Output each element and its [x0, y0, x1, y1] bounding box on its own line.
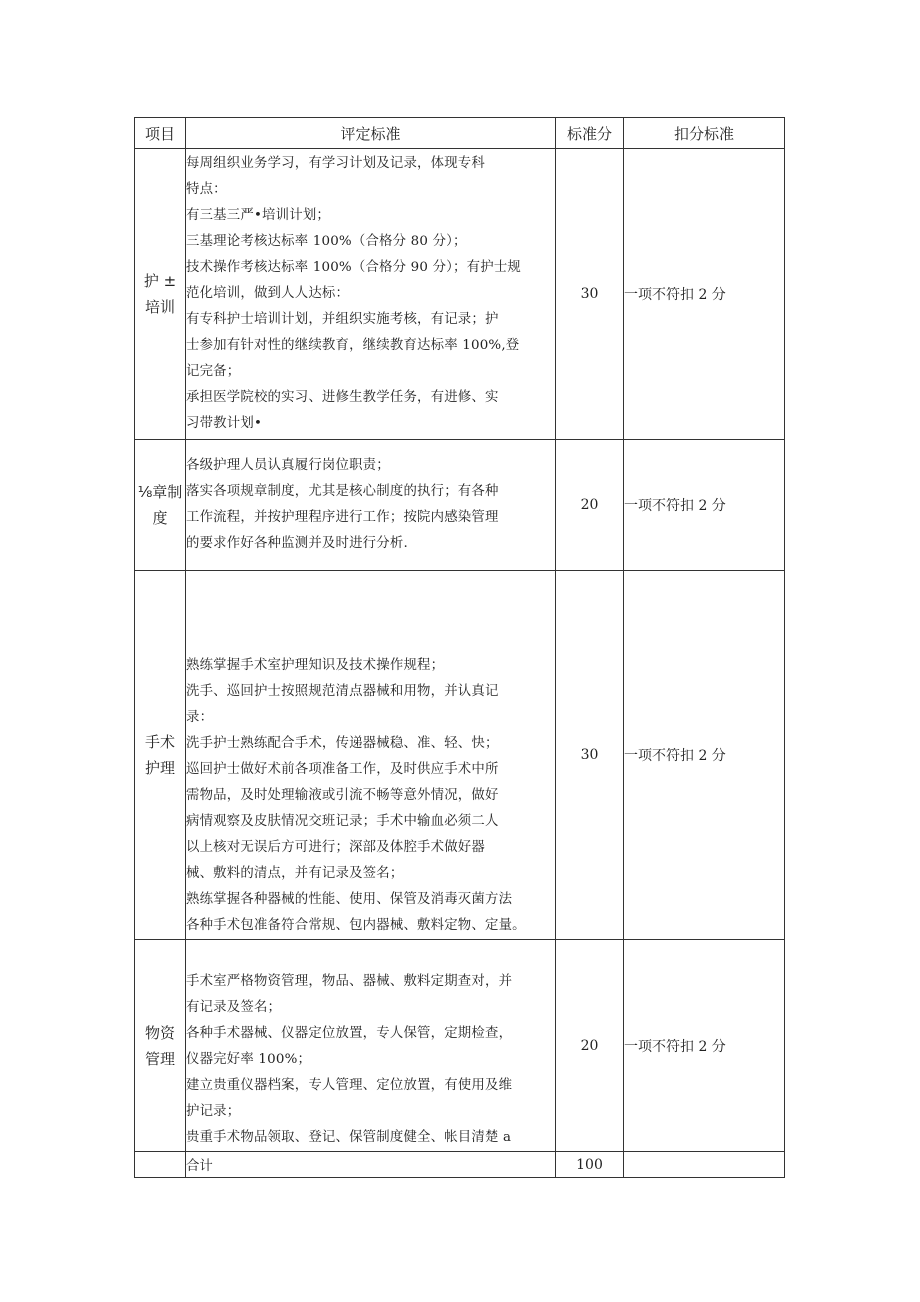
criteria-line: 熟练掌握各种器械的性能、使用、保管及消毒灭菌方法 — [186, 892, 513, 907]
criteria-line: 洗手、巡回护士按照规范清点器械和用物，并认真记 — [186, 684, 499, 699]
criteria-line: 每周组织业务学习，有学习计划及记录，体现专科 — [186, 156, 485, 171]
criteria-line: 各级护理人员认真履行岗位职责； — [186, 458, 390, 473]
deduction-cell: 一项不符扣 2 分 — [624, 940, 785, 1152]
criteria-line: 有专科护士培训计划，并组织实施考核，有记录；护 — [186, 312, 499, 327]
header-criteria: 评定标准 — [186, 118, 556, 149]
item-label-line: 物资 — [144, 1023, 175, 1042]
criteria-line: 以上核对无误后方可进行；深部及体腔手术做好器 — [186, 840, 485, 855]
criteria-line: 记完备； — [186, 364, 241, 379]
table-row — [135, 571, 785, 940]
total-label: 合计 — [186, 1152, 556, 1178]
criteria-line: 贵重手术物品领取、登记、保管制度健全、帐目清楚 a — [186, 1130, 512, 1145]
criteria-line: 手术室严格物资管理，物品、器械、敷料定期查对，并 — [186, 974, 513, 989]
criteria-line: 洗手护士熟练配合手术，传递器械稳、准、轻、快； — [186, 736, 499, 751]
total-score: 100 — [556, 1152, 624, 1178]
item-label-line: 护理 — [144, 759, 175, 777]
score-cell: 30 — [556, 149, 624, 440]
criteria-line: 落实各项规章制度，尤其是核心制度的执行；有各种 — [186, 484, 499, 499]
criteria-line: 三基理论考核达标率 100%（合格分 80 分）； — [186, 234, 467, 249]
criteria-line: 录： — [186, 710, 214, 725]
evaluation-table — [134, 117, 785, 1178]
criteria-line: 病情观察及皮肤情况交班记录；手术中输血必须二人 — [186, 814, 499, 829]
table-row — [135, 440, 785, 571]
item-label-line: 培训 — [144, 298, 175, 316]
criteria-line: 士参加有针对性的继续教育，继续教育达标率 100%,登 — [186, 338, 520, 353]
criteria-line: 习带教计划• — [186, 416, 263, 431]
header-deduction: 扣分标准 — [624, 118, 785, 149]
criteria-line: 护记录； — [186, 1104, 241, 1119]
criteria-line: 的要求作好各种监测并及时进行分析. — [186, 536, 408, 551]
criteria-line: 承担医学院校的实习、进修生教学任务，有进修、实 — [186, 390, 499, 405]
criteria-cell — [186, 571, 556, 940]
item-cell — [135, 149, 186, 440]
total-deduction-empty — [624, 1152, 785, 1178]
header-row — [135, 118, 785, 149]
item-label-line: 管理 — [144, 1049, 175, 1068]
table-row — [135, 149, 785, 440]
criteria-line: 特点： — [186, 182, 227, 197]
deduction-cell: 一项不符扣 2 分 — [624, 149, 785, 440]
criteria-line: 建立贵重仪器档案，专人管理、定位放置，有使用及维 — [186, 1078, 513, 1093]
total-row — [135, 1152, 785, 1178]
criteria-line: 技术操作考核达标率 100%（合格分 90 分）；有护士规 — [186, 260, 522, 275]
criteria-line: 巡回护士做好术前各项准备工作，及时供应手术中所 — [186, 762, 499, 777]
criteria-line: 有记录及签名； — [186, 1000, 282, 1015]
criteria-cell — [186, 149, 556, 440]
total-empty-cell — [135, 1152, 186, 1178]
table-row — [135, 940, 785, 1152]
item-cell — [135, 940, 186, 1152]
item-cell — [135, 571, 186, 940]
criteria-cell — [186, 940, 556, 1152]
criteria-line: 各种手术包准备符合常规、包内器械、敷料定物、定量。 — [186, 918, 526, 933]
score-cell: 30 — [556, 571, 624, 940]
criteria-line: 工作流程，并按护理程序进行工作；按院内感染管理 — [186, 510, 499, 525]
item-label-line: 护 ± — [143, 272, 177, 290]
header-item: 项目 — [135, 118, 186, 149]
deduction-cell: 一项不符扣 2 分 — [624, 440, 785, 571]
evaluation-sheet — [134, 117, 785, 1178]
criteria-line: 有三基三严•培训计划； — [186, 208, 331, 223]
header-score: 标准分 — [556, 118, 624, 149]
item-cell — [135, 440, 186, 571]
criteria-line: 需物品，及时处理输液或引流不畅等意外情况，做好 — [186, 788, 499, 803]
criteria-line: 各种手术器械、仪器定位放置，专人保管，定期检查， — [186, 1026, 513, 1041]
criteria-line: 仪器完好率 100%； — [186, 1052, 312, 1067]
score-cell: 20 — [556, 440, 624, 571]
deduction-cell: 一项不符扣 2 分 — [624, 571, 785, 940]
criteria-cell — [186, 440, 556, 571]
item-label-line: 手术 — [144, 733, 175, 751]
item-label-line: ⅛章制 — [137, 483, 183, 501]
criteria-line: 范化培训，做到人人达标： — [186, 286, 350, 301]
score-cell: 20 — [556, 940, 624, 1152]
criteria-line: 熟练掌握手术室护理知识及技术操作规程； — [186, 658, 445, 673]
criteria-line: 械、敷料的清点，并有记录及签名； — [186, 866, 404, 881]
item-label-line: 度 — [152, 509, 168, 527]
